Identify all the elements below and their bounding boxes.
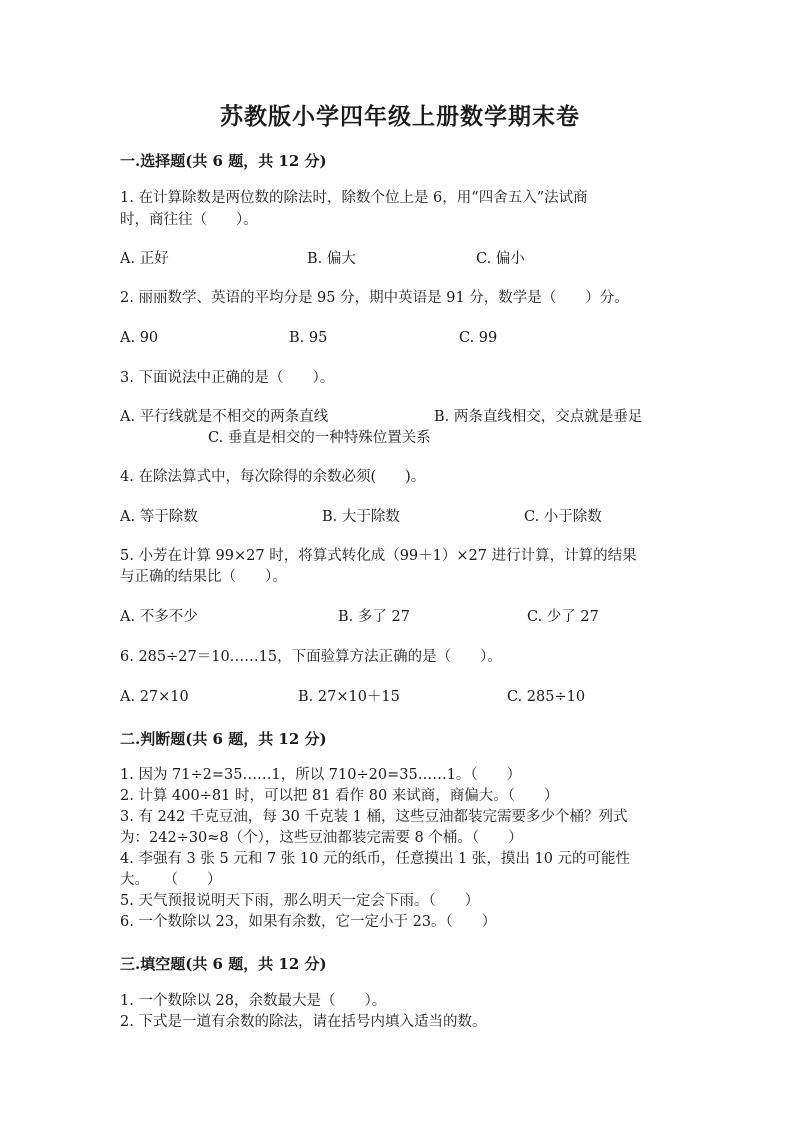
question-text: 4. 在除法算式中，每次除得的余数必须( )。 xyxy=(120,469,426,485)
judge-line: 1. 因为 71÷2=35……1，所以 710÷20=35……1。（ ） xyxy=(120,767,522,783)
judge-line: 为：242÷30≈8（个），这些豆油都装完需要 8 个桶。（ ） xyxy=(120,830,523,846)
option-a: A. 不多不少 xyxy=(120,609,198,625)
option-a: A. 90 xyxy=(120,330,159,346)
fill-line: 2. 下式是一道有余数的除法，请在括号内填入适当的数。 xyxy=(120,1014,487,1030)
option-c: C. 偏小 xyxy=(476,251,525,267)
fill-line: 1. 一个数除以 28，余数最大是（ ）。 xyxy=(120,993,387,1009)
judge-line: 5. 天气预报说明天下雨，那么明天一定会下雨。（ ） xyxy=(120,893,480,909)
option-c: C. 垂直是相交的一种特殊位置关系 xyxy=(208,430,431,446)
section-heading-fill: 三.填空题(共 6 题，共 12 分) xyxy=(120,955,327,973)
judge-line: 3. 有 242 千克豆油，每 30 千克装 1 桶，这些豆油都装完需要多少个桶？列式 xyxy=(120,809,628,825)
question-text: 2. 丽丽数学、英语的平均分是 95 分，期中英语是 91 分，数学是（ ）分。 xyxy=(120,290,629,306)
option-c: C. 小于除数 xyxy=(524,509,602,525)
option-b: B. 两条直线相交，交点就是垂足 xyxy=(434,409,643,425)
question-text: 3. 下面说法中正确的是（ ）。 xyxy=(120,370,335,386)
option-c: C. 少了 27 xyxy=(527,609,599,625)
option-b: B. 多了 27 xyxy=(338,609,410,625)
section-heading-judge: 二.判断题(共 6 题，共 12 分) xyxy=(120,730,327,748)
option-a: A. 27×10 xyxy=(120,689,189,705)
option-b: B. 27×10＋15 xyxy=(298,689,400,705)
option-b: B. 偏大 xyxy=(307,251,356,267)
option-c: C. 99 xyxy=(459,330,498,346)
question-text: 1. 在计算除数是两位数的除法时，除数个位上是 6，用“四舍五入”法试商 xyxy=(120,190,588,206)
question-text: 时，商往往（ ）。 xyxy=(120,212,258,228)
judge-line: 4. 李强有 3 张 5 元和 7 张 10 元的纸币，任意摸出 1 张，摸出 10 元的可能性 xyxy=(120,851,631,867)
option-c: C. 285÷10 xyxy=(507,689,586,705)
question-text: 5. 小芳在计算 99×27 时，将算式转化成（99＋1）×27 进行计算，计算的结果 xyxy=(120,548,637,564)
option-b: B. 大于除数 xyxy=(322,509,400,525)
option-a: A. 平行线就是不相交的两条直线 xyxy=(120,409,329,425)
judge-line: 2. 计算 400÷81 时，可以把 81 看作 80 来试商，商偏大。（ ） xyxy=(120,788,559,804)
judge-line: 大。 （ ） xyxy=(120,872,222,888)
judge-line: 6. 一个数除以 23，如果有余数，它一定小于 23。（ ） xyxy=(120,914,497,930)
section-heading-choice: 一.选择题(共 6 题，共 12 分) xyxy=(120,152,327,170)
question-text: 6. 285÷27＝10……15，下面验算方法正确的是（ ）。 xyxy=(120,649,502,665)
option-b: B. 95 xyxy=(289,330,328,346)
question-text: 与正确的结果比（ ）。 xyxy=(120,569,287,585)
option-a: A. 等于除数 xyxy=(120,509,198,525)
option-a: A. 正好 xyxy=(120,251,169,267)
page-title: 苏教版小学四年级上册数学期末卷 xyxy=(220,103,580,130)
